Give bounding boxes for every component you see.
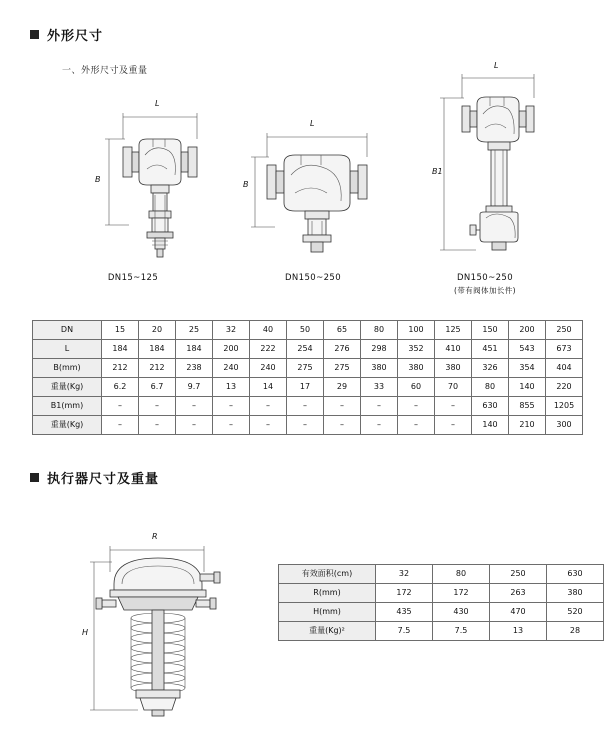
actuator-table-cell: 430 (433, 603, 490, 622)
square-bullet-icon (30, 30, 39, 39)
dimensions-table (32, 320, 583, 435)
figure-caption-2: DN150~250 (284, 273, 342, 283)
actuator-table-cell: 28 (547, 622, 604, 641)
dimensions-table-cell: 150 (472, 321, 509, 340)
dimensions-table-cell: 451 (472, 340, 509, 359)
actuator-table-cell: 470 (490, 603, 547, 622)
table-row (33, 416, 583, 435)
actuator-table-cell: 380 (547, 584, 604, 603)
actuator-table-cell: 80 (433, 565, 490, 584)
dimensions-table-cell: 276 (324, 340, 361, 359)
dimensions-table-cell: – (250, 397, 287, 416)
table-row (279, 565, 604, 584)
actuator-table-cell: 13 (490, 622, 547, 641)
dimensions-table-cell: 6.2 (102, 378, 139, 397)
table-row (33, 340, 583, 359)
actuator-table (278, 564, 604, 641)
dim-label-R-fig4: R (152, 532, 158, 541)
dimensions-table-cell: 404 (546, 359, 583, 378)
dimensions-table-cell: 630 (472, 397, 509, 416)
dimensions-table-cell: – (361, 416, 398, 435)
figure-valve-dn150-250 (245, 115, 390, 270)
dimensions-table-cell: 250 (546, 321, 583, 340)
dimensions-table-cell: 354 (509, 359, 546, 378)
dimensions-table-cell: 855 (509, 397, 546, 416)
actuator-table-cell: 32 (376, 565, 433, 584)
dimensions-table-cell: 80 (472, 378, 509, 397)
dim-label-B1-fig3: B1 (432, 167, 443, 176)
dimensions-table-cell: – (324, 397, 361, 416)
actuator-table-cell: 172 (433, 584, 490, 603)
figure-actuator (78, 528, 238, 718)
dimensions-table-cell: 25 (176, 321, 213, 340)
table-row (33, 321, 583, 340)
dimensions-table-cell: 50 (287, 321, 324, 340)
actuator-table-cell: 250 (490, 565, 547, 584)
table-row (33, 359, 583, 378)
dimensions-table-cell: – (213, 397, 250, 416)
dimensions-table-cell: 184 (102, 340, 139, 359)
dimensions-table-cell: – (398, 416, 435, 435)
actuator-table-row-header: R(mm) (279, 584, 376, 603)
dimensions-table-cell: – (213, 416, 250, 435)
dimensions-table-cell: – (361, 397, 398, 416)
dimensions-table-cell: – (139, 416, 176, 435)
dimensions-table-cell: 100 (398, 321, 435, 340)
dimensions-table-cell: – (287, 416, 324, 435)
actuator-table-row-header: H(mm) (279, 603, 376, 622)
dimensions-table-row-header: DN (33, 321, 102, 340)
dimensions-table-cell: 212 (102, 359, 139, 378)
dimensions-table-cell: – (176, 397, 213, 416)
table-row (279, 584, 604, 603)
dimensions-table-cell: 32 (213, 321, 250, 340)
dimensions-table-cell: 29 (324, 378, 361, 397)
dimensions-table-cell: 184 (139, 340, 176, 359)
dim-label-L-fig2: L (310, 119, 315, 128)
dimensions-table-cell: 240 (213, 359, 250, 378)
dimensions-table-cell: 238 (176, 359, 213, 378)
dim-label-L-fig1: L (155, 99, 160, 108)
dimensions-table-cell: 410 (435, 340, 472, 359)
dim-label-L-fig3: L (494, 61, 499, 70)
actuator-table-cell: 435 (376, 603, 433, 622)
dimensions-table-cell: – (139, 397, 176, 416)
figure-caption-3-sub: (带有阀体加长件) (454, 286, 516, 295)
dimensions-table-cell: 254 (287, 340, 324, 359)
square-bullet-icon-2 (30, 473, 39, 482)
dimensions-table-cell: 40 (250, 321, 287, 340)
dimensions-table-cell: 673 (546, 340, 583, 359)
dimensions-table-row-header: 重量(Kg) (33, 416, 102, 435)
dimensions-table-cell: 326 (472, 359, 509, 378)
table-row (279, 603, 604, 622)
actuator-table-row-header: 重量(Kg)² (279, 622, 376, 641)
dimensions-table-row-header: B(mm) (33, 359, 102, 378)
table-row (33, 397, 583, 416)
dimensions-table-cell: – (398, 397, 435, 416)
dimensions-table-cell: 210 (509, 416, 546, 435)
dimensions-table-cell: 1205 (546, 397, 583, 416)
dimensions-table-cell: – (102, 416, 139, 435)
dimensions-table-cell: 125 (435, 321, 472, 340)
dimensions-table-cell: 6.7 (139, 378, 176, 397)
dim-label-B-fig2: B (243, 180, 249, 189)
dimensions-table-cell: – (435, 416, 472, 435)
dimensions-table-cell: 240 (250, 359, 287, 378)
dimensions-table-row-header: L (33, 340, 102, 359)
section-heading-actuator (30, 468, 159, 487)
actuator-table-cell: 520 (547, 603, 604, 622)
table-row (33, 378, 583, 397)
dimensions-table-cell: 184 (176, 340, 213, 359)
dimensions-table-cell: 220 (546, 378, 583, 397)
dimensions-table-cell: 543 (509, 340, 546, 359)
actuator-table-cell: 263 (490, 584, 547, 603)
dimensions-table-cell: 222 (250, 340, 287, 359)
dimensions-table-cell: 200 (213, 340, 250, 359)
dimensions-table-cell: 300 (546, 416, 583, 435)
dimensions-table-cell: – (287, 397, 324, 416)
dim-label-H-fig4: H (82, 628, 89, 637)
figure-caption-3: DN150~250 (456, 273, 514, 283)
dimensions-table-cell: 13 (213, 378, 250, 397)
dimensions-table-cell: – (324, 416, 361, 435)
dimensions-table-cell: 60 (398, 378, 435, 397)
dimensions-table-cell: 140 (472, 416, 509, 435)
dimensions-table-cell: 14 (250, 378, 287, 397)
dimensions-table-cell: 275 (287, 359, 324, 378)
dimensions-table-cell: – (102, 397, 139, 416)
dimensions-table-cell: 33 (361, 378, 398, 397)
figure-valve-dn150-250-extended (432, 62, 557, 267)
dimensions-table-cell: – (176, 416, 213, 435)
dimensions-table-cell: 15 (102, 321, 139, 340)
dimensions-table-cell: 70 (435, 378, 472, 397)
dimensions-table-cell: 140 (509, 378, 546, 397)
dimensions-table-cell: 65 (324, 321, 361, 340)
dimensions-table-cell: 380 (361, 359, 398, 378)
dim-label-B-fig1: B (95, 175, 101, 184)
dimensions-table-cell: 212 (139, 359, 176, 378)
figure-valve-dn15-125 (95, 95, 225, 270)
actuator-table-cell: 7.5 (433, 622, 490, 641)
actuator-table-cell: 7.5 (376, 622, 433, 641)
section-heading-dimensions (30, 25, 103, 44)
figure-caption-1: DN15~125 (107, 273, 159, 283)
dimensions-table-cell: 352 (398, 340, 435, 359)
dimensions-table-row-header: 重量(Kg) (33, 378, 102, 397)
actuator-table-cell: 172 (376, 584, 433, 603)
subheading-dimensions: 一、外形尺寸及重量 (62, 66, 148, 76)
table-row (279, 622, 604, 641)
dimensions-table-row-header: B1(mm) (33, 397, 102, 416)
dimensions-table-cell: 380 (398, 359, 435, 378)
dimensions-table-cell: 80 (361, 321, 398, 340)
dimensions-table-cell: 200 (509, 321, 546, 340)
dimensions-table-cell: 275 (324, 359, 361, 378)
dimensions-table-cell: 380 (435, 359, 472, 378)
dimensions-table-cell: – (250, 416, 287, 435)
section-title-actuator: 执行器尺寸及重量 (47, 472, 160, 487)
dimensions-table-cell: 20 (139, 321, 176, 340)
actuator-table-cell: 630 (547, 565, 604, 584)
dimensions-table-cell: – (435, 397, 472, 416)
actuator-table-row-header: 有效面积(cm) (279, 565, 376, 584)
dimensions-table-cell: 17 (287, 378, 324, 397)
dimensions-table-cell: 9.7 (176, 378, 213, 397)
section-title-dimensions: 外形尺寸 (47, 29, 104, 44)
dimensions-table-cell: 298 (361, 340, 398, 359)
